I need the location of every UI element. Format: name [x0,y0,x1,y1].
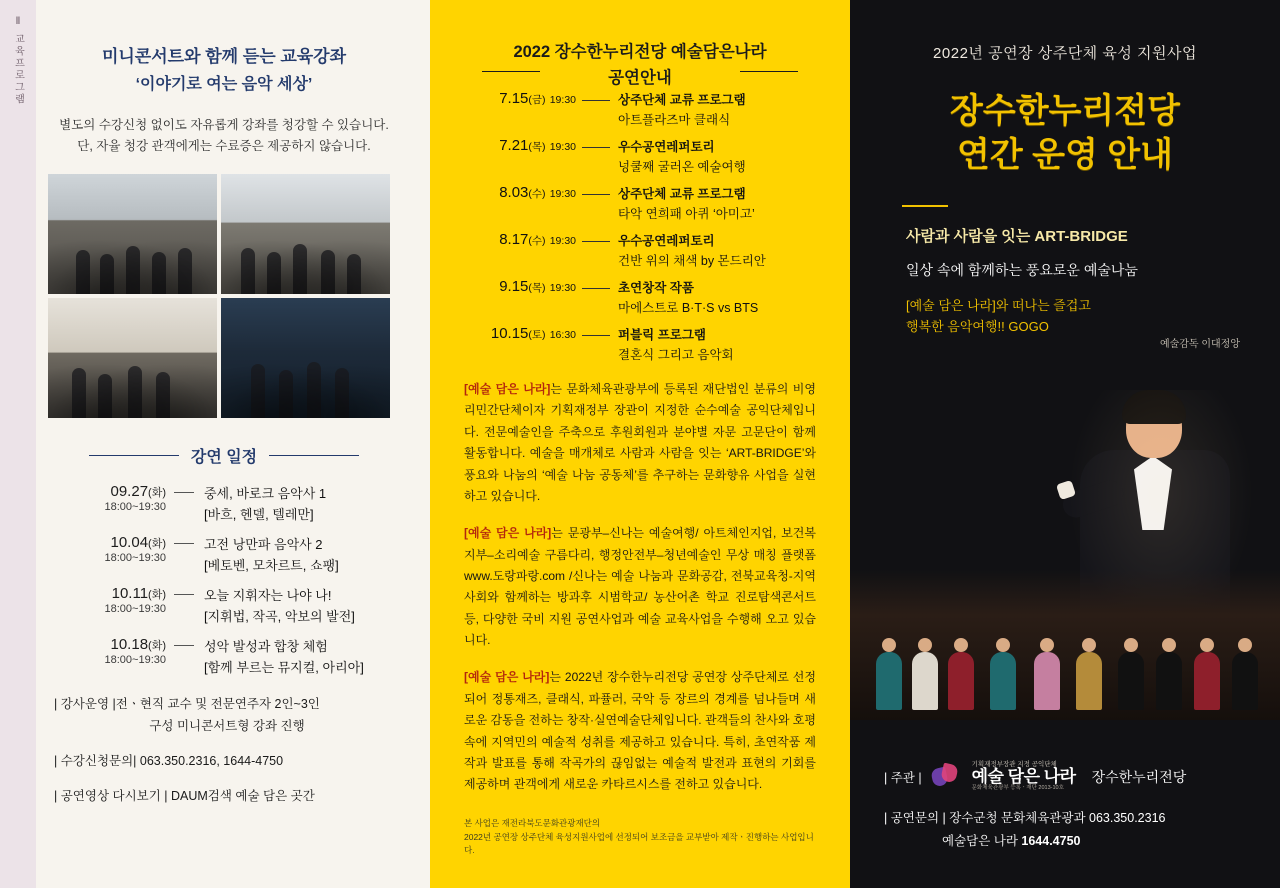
performance-list [464,90,816,363]
lecture-dash [174,534,200,574]
performance-dash [582,325,618,336]
lecture-date [56,636,166,653]
education-title [48,44,400,97]
lecture-subtitle: [지휘법, 작곡, 악보의 발전] [204,609,355,625]
performance-name: 결혼식 그리고 음악회 [618,348,734,363]
lecture-text [200,636,400,676]
performance-date [464,137,582,154]
cover-tagline-1: 사람과 사람을 잇는 ART-BRIDGE [906,228,1128,246]
venue-name: 장수한누리전당 [1091,768,1187,785]
photo-lecture-2 [221,298,390,418]
performance-category: 초연창작 작품 [618,281,694,296]
performance-dash [582,231,618,242]
performance-date-dow: (수) [528,188,546,201]
cover-tagline-2: 일상 속에 함께하는 풍요로운 예술나눔 [906,262,1138,279]
performance-title-line-2: 공연안내 [608,68,672,87]
performance-text [618,325,816,363]
lecture-schedule-list [48,483,400,676]
lecture-title: 오늘 지휘자는 나야 나! [204,588,332,604]
spine-label: Ⅱ 교육프로그램 [12,16,24,106]
footnote [464,817,816,858]
cover-tagline-3-line-2: 행복한 음악여행!! GOGO [906,319,1049,335]
lecture-time: 18:00~19:30 [104,654,166,667]
about-paragraph-3 [464,667,816,795]
performance-row [464,231,816,269]
performance-row [464,278,816,316]
education-description [48,115,400,159]
performance-date-dow: (토) [528,329,546,342]
about-paragraph-3-text: 는 2022년 장수한누리전당 공연장 상주단체로 선정되어 정통재즈, 클래식, 파퓰러, 국악 등 장르의 경계를 넘나들며 새로운 감동을 전하는 창작·실연예술단체입니다. 관객들의 찬사와 호평 속에 지역민의 예술적 성취를 제공하고 있습니다. 특히, 초연작품 제작과 발표를 통해 작곡가의 끊임없는 예술적 발전과 표현의 기회를 제공하며 관객에게 새로운 카타르시스를 전하고 있습니다. [464,670,816,792]
performance-dash [582,90,618,101]
lecture-schedule-title: 강연 일정 [190,449,258,467]
performance-row [464,90,816,128]
lecture-date-block [56,585,174,625]
lecture-date-value: 09.27 [110,483,149,501]
performance-date-value: 8.17 [499,231,529,249]
performance-date [464,278,582,295]
performance-text [618,231,816,269]
instructor-note-2: 구성 미니콘서트형 강좌 진행 [149,718,305,733]
conductor-caption: 예술감독 이대정앙 [1159,339,1240,350]
footnote-line-1: 본 사업은 재전라북도문화관광재단의 [464,818,601,829]
performance-name: 마에스트로 B·T·S vs BTS [618,301,759,316]
lecture-date [56,585,166,602]
performance-row [464,325,816,363]
photo-classroom-2 [221,174,390,294]
lecture-row [56,534,400,574]
panel-performance [430,0,850,888]
performance-date-dow: (금) [528,94,546,107]
org-name-highlight: [예술 담은 나라] [464,670,550,685]
instructor-note: | 강사운영 |전ㆍ현직 교수 및 전문연주자 2인~3인 [54,697,320,712]
performance-text [618,137,816,175]
lecture-dash [174,483,200,523]
sponsor-row [884,762,1254,792]
lecture-date-block [56,636,174,676]
performance-category: 퍼블릭 프로그램 [618,328,706,343]
performance-date-value: 9.15 [499,278,529,296]
performance-date-dow: (수) [528,235,546,248]
performance-date [464,184,582,201]
contact-office: 장수군청 문화체육관광과 063.350.2316 [949,810,1166,825]
lecture-date-dow: (화) [148,487,166,500]
logo-registration: 문화체육관광부 등록ㆍ재단 2013-10호 [971,785,1064,792]
contact-line-2[interactable] [884,830,1254,854]
cover-title-line-1: 장수한누리전당 [950,92,1180,130]
performance-text [618,184,816,222]
lecture-date-value: 10.18 [110,636,149,654]
education-desc-line-1: 별도의 수강신청 없이도 자유롭게 강좌를 청강할 수 있습니다. [59,117,389,132]
panel-education [0,0,430,888]
lecture-subtitle: [베토벤, 모차르트, 쇼팽] [204,558,339,574]
performance-date-dow: (목) [528,282,546,295]
lecture-text [200,534,400,574]
lecture-text [200,483,400,523]
about-paragraph-2-text: 는 문광부–신나는 예술여행/ 아트체인지업, 보건복지부–소리예술 구름다리, 행정안전부–청년예술인 무상 매칭 플랫폼 www.도랑파랑.com /신나는 예술 나눔과 문화공감, 전북교육청-지역사회와 함께하는 방과후 시범학교/ 농산어촌 학교 진로탐색콘서트 등, 다양한 국비 지원 공연사업과 예술 교육사업을 수행해 오고 있습니다. [464,526,816,648]
performance-date-value: 7.21 [499,137,529,155]
performance-time: 16:30 [549,329,576,342]
lecture-text [200,585,400,625]
lecture-title: 고전 낭만파 음악사 2 [204,537,323,553]
panel-cover [850,0,1280,888]
performance-name: 타악 연희패 아퀴 ‘아미고’ [618,207,755,222]
rule-left [482,71,540,72]
performance-category: 상주단체 교류 프로그램 [618,93,746,108]
left-content [0,0,430,807]
performance-dash [582,137,618,148]
performance-row [464,184,816,222]
lecture-date-dow: (화) [148,538,166,551]
logo-name: 예술 담은 나라 [971,767,1076,787]
left-notes [48,694,400,807]
performance-category: 우수공연레퍼토리 [618,234,715,249]
lecture-row [56,636,400,676]
lecture-row [56,585,400,625]
cover-taglines [884,225,1246,338]
about-paragraph-2 [464,523,816,651]
performance-date-dow: (목) [528,141,546,154]
contact-phone: 1644.4750 [1021,834,1081,849]
lecture-subtitle: [바흐, 헨델, 텔레만] [204,507,314,523]
performance-date-value: 7.15 [499,90,529,108]
lecture-time: 18:00~19:30 [104,603,166,616]
cover-kicker: 2022년 공연장 상주단체 육성 지원사업 [933,45,1197,62]
performance-text [618,90,816,128]
heading-rule-right [269,455,359,456]
performance-title [464,40,816,91]
organization-logo-icon [932,764,962,790]
lecture-row [56,483,400,523]
education-title-sub: ‘이야기로 여는 음악 세상’ [135,75,313,93]
lecture-dash [174,636,200,676]
performance-time: 19:30 [549,94,576,107]
lecture-date [56,534,166,551]
performance-dash [582,278,618,289]
performance-time: 19:30 [549,188,576,201]
lecture-dash [174,585,200,625]
about-paragraph-1-text: 는 문화체육관광부에 등록된 재단법인 분류의 비영리민간단체이자 기획재정부 장관이 지정한 순수예술 공익단체입니다. 전문예술인을 주축으로 후원회원과 분야별 자문 고문단이 함께 활동합니다. 예술을 매개체로 사람과 사람을 잇는 ‘ART-BRIDGE’와 풍요와 나눔의 ‘예술 나눔 공동체’를 추구하는 문화향유 사업을 실현하고 있습니다. [464,382,816,503]
performance-text [618,278,816,316]
lecture-time: 18:00~19:30 [104,552,166,565]
performance-category: 상주단체 교류 프로그램 [618,187,746,202]
lecture-date-value: 10.04 [110,534,149,552]
performance-date-value: 8.03 [499,184,529,202]
performance-date [464,90,582,107]
heading-rule-left [89,455,179,456]
lecture-title: 성악 발성과 합창 체험 [204,639,328,655]
footnote-line-2: 2022년 공연장 상주단체 육성지원사업에 선정되어 보조금을 교부받아 제작ㆍ진행하는 사업입니다. [464,831,814,856]
sponsor-label: | 주관 | [884,770,922,785]
org-name-highlight: [예술 담은 나라] [464,382,551,397]
performance-date [464,231,582,248]
lecture-date-dow: (화) [148,640,166,653]
performance-date [464,325,582,342]
lecture-date-value: 10.11 [111,585,149,603]
contact-org: 예술담은 나라 [942,834,1022,849]
cover-title-line-2: 연간 운영 안내 [957,136,1173,175]
org-name-highlight: [예술 담은 나라] [464,526,552,541]
performance-time: 19:30 [549,282,576,295]
performance-dash [582,184,618,195]
lecture-date [56,483,166,500]
performance-date-value: 10.15 [490,325,529,343]
lecture-time: 18:00~19:30 [104,501,166,514]
photo-gallery [48,174,390,418]
lecture-date-block [56,534,174,574]
registration-contact[interactable]: | 수강신청문의| 063.350.2316, 1644-4750 [54,753,284,768]
orchestra-photo [850,570,1280,720]
performance-row [464,137,816,175]
logo-designation: 기획재정부장관 지정 공익단체 [971,760,1057,768]
performance-name: 아트플라즈마 클래식 [618,113,731,128]
performance-time: 19:30 [549,235,576,248]
cover-title [884,89,1246,177]
lecture-subtitle: [함께 부르는 뮤지컬, 아리아] [204,660,364,676]
photo-lecture-1 [48,298,217,418]
performance-category: 우수공연레퍼토리 [618,140,715,155]
cover-tagline-3-line-1: [예술 담은 나라]와 떠나는 즐겁고 [906,298,1091,314]
contact-label: | 공연문의 | [884,810,946,825]
lecture-date-dow: (화) [148,589,166,602]
contact-block [884,807,1254,855]
lecture-date-block [56,483,174,523]
video-replay-note[interactable]: | 공연영상 다시보기 | DAUM검색 예술 담은 곳간 [54,789,315,803]
cover-divider [902,205,948,207]
contact-line-1[interactable] [884,807,1254,831]
performance-name: 건반 위의 채색 by 몬드리안 [618,254,766,269]
cover-tagline-3 [906,296,1246,338]
education-desc-line-2: 단, 자율 청강 관객에게는 수료증은 제공하지 않습니다. [77,139,371,154]
photo-classroom-1 [48,174,217,294]
education-title-main: 미니콘서트와 함께 듣는 교육강좌 [101,47,347,66]
rule-right [740,71,798,72]
performance-name: 넝쿨째 굴러온 예술여행 [618,160,746,175]
spine-tab [0,0,36,888]
lecture-title: 중세, 바로크 음악사 1 [204,486,327,502]
about-paragraph-1 [464,379,816,507]
performance-title-line-1: 2022 장수한누리전당 예술담은나라 [513,43,767,61]
organization-logo-text [972,762,1076,792]
lecture-schedule-heading [48,444,400,467]
performance-time: 19:30 [549,141,576,154]
